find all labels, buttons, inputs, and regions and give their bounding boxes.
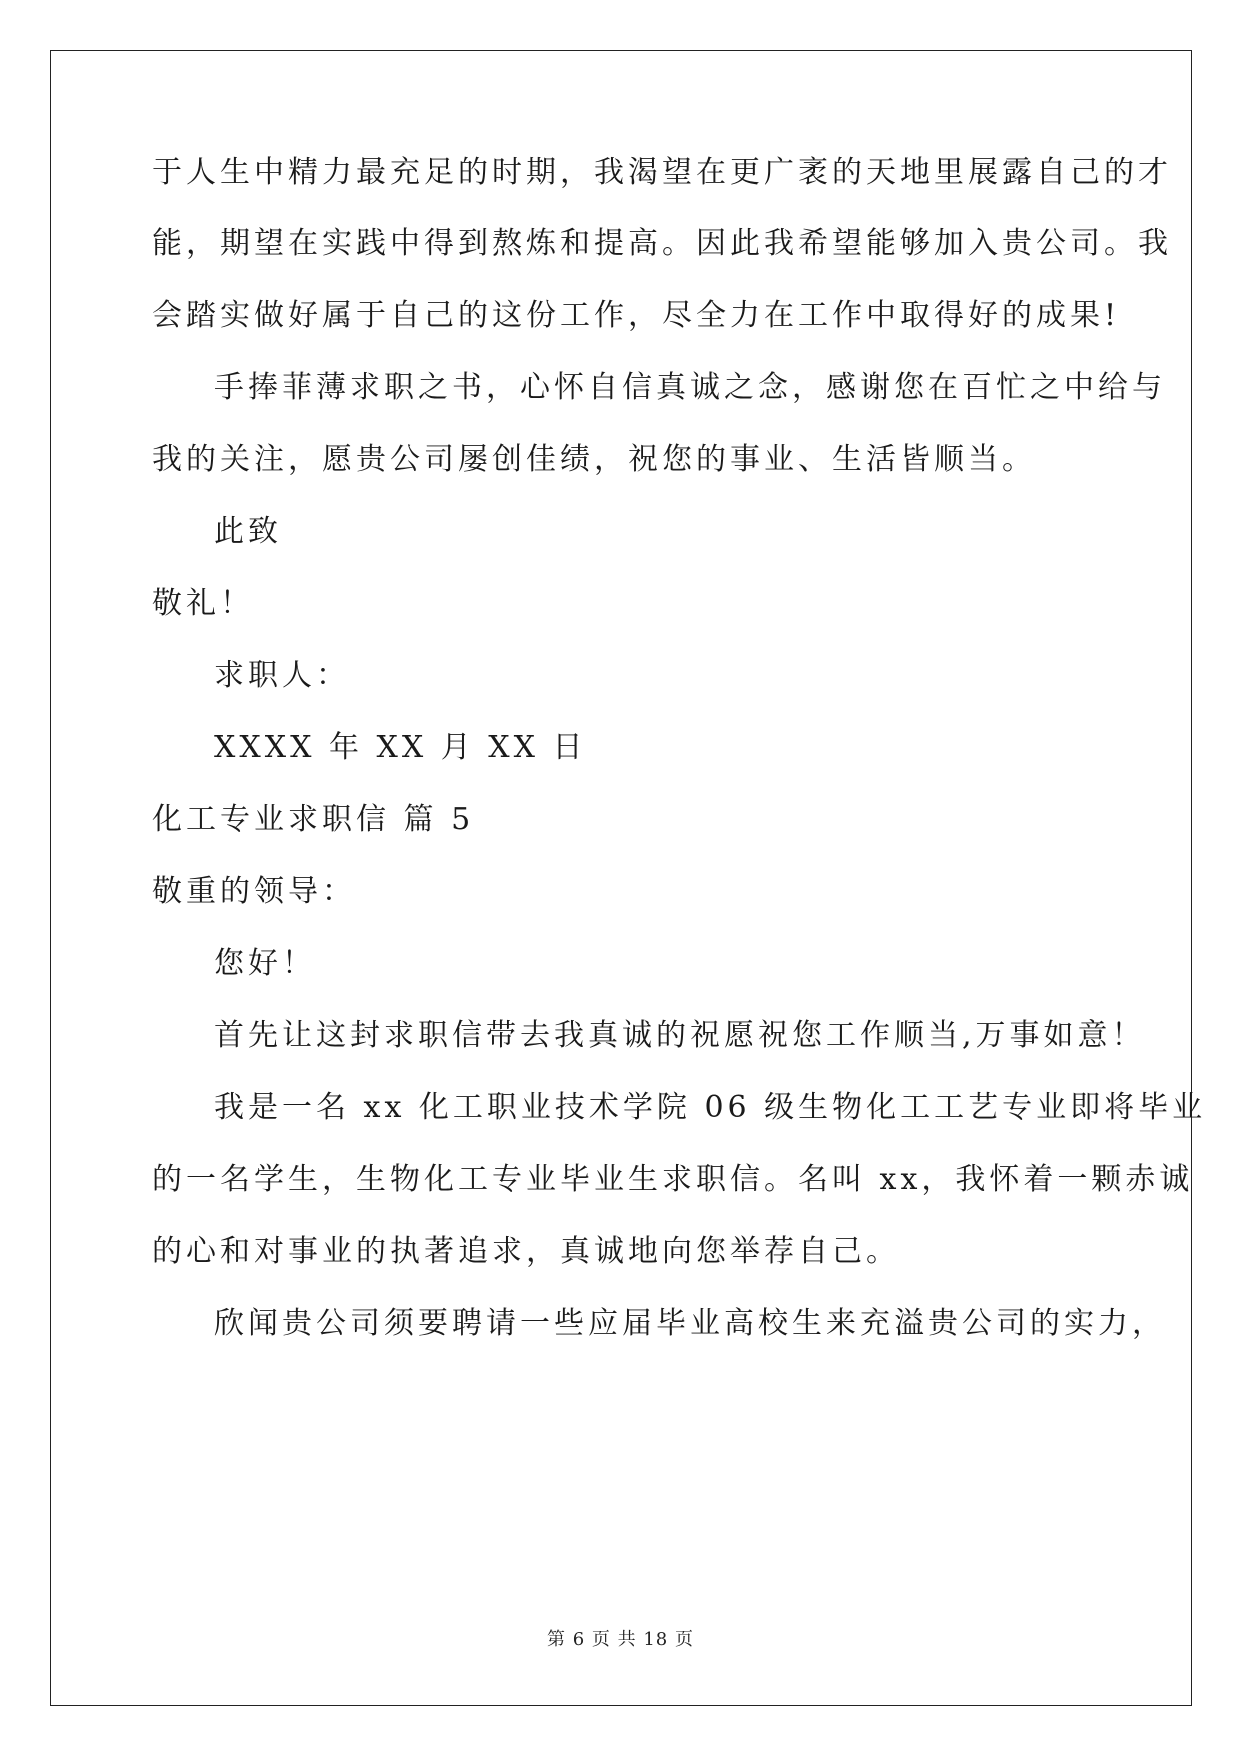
body-line-7: 我是一名 xx 化工职业技术学院 06 级生物化工工艺专业即将毕业: [214, 1090, 1207, 1125]
greeting-recipient: 敬重的领导：: [152, 874, 356, 909]
body-line-8: 的一名学生，生物化工专业毕业生求职信。名叫 xx，我怀着一颗赤诚: [152, 1162, 1194, 1197]
body-line-5: 我的关注，愿贵公司屡创佳绩，祝您的事业、生活皆顺当。: [152, 442, 1036, 477]
letter-date: XXXX 年 XX 月 XX 日: [214, 730, 587, 765]
body-line-9: 的心和对事业的执著追求，真诚地向您举荐自己。: [152, 1234, 900, 1269]
body-line-1: 于人生中精力最充足的时期，我渴望在更广袤的天地里展露自己的才: [152, 155, 1172, 190]
greeting-hello: 您好！: [214, 946, 316, 981]
closing-regards: 敬礼！: [152, 586, 254, 621]
page-number-footer: 第 6 页 共 18 页: [547, 1629, 694, 1650]
body-line-10: 欣闻贵公司须要聘请一些应届毕业高校生来充溢贵公司的实力，: [214, 1306, 1166, 1341]
section-title: 化工专业求职信 篇 5: [152, 802, 475, 837]
closing-salutation: 此致: [214, 514, 282, 549]
body-line-3: 会踏实做好属于自己的这份工作，尽全力在工作中取得好的成果!: [152, 298, 1121, 333]
body-line-4: 手捧菲薄求职之书，心怀自信真诚之念，感谢您在百忙之中给与: [214, 370, 1166, 405]
body-line-2: 能，期望在实践中得到熬炼和提高。因此我希望能够加入贵公司。我: [152, 226, 1172, 261]
body-line-6: 首先让这封求职信带去我真诚的祝愿祝您工作顺当,万事如意！: [214, 1018, 1146, 1053]
applicant-label: 求职人：: [214, 658, 350, 693]
